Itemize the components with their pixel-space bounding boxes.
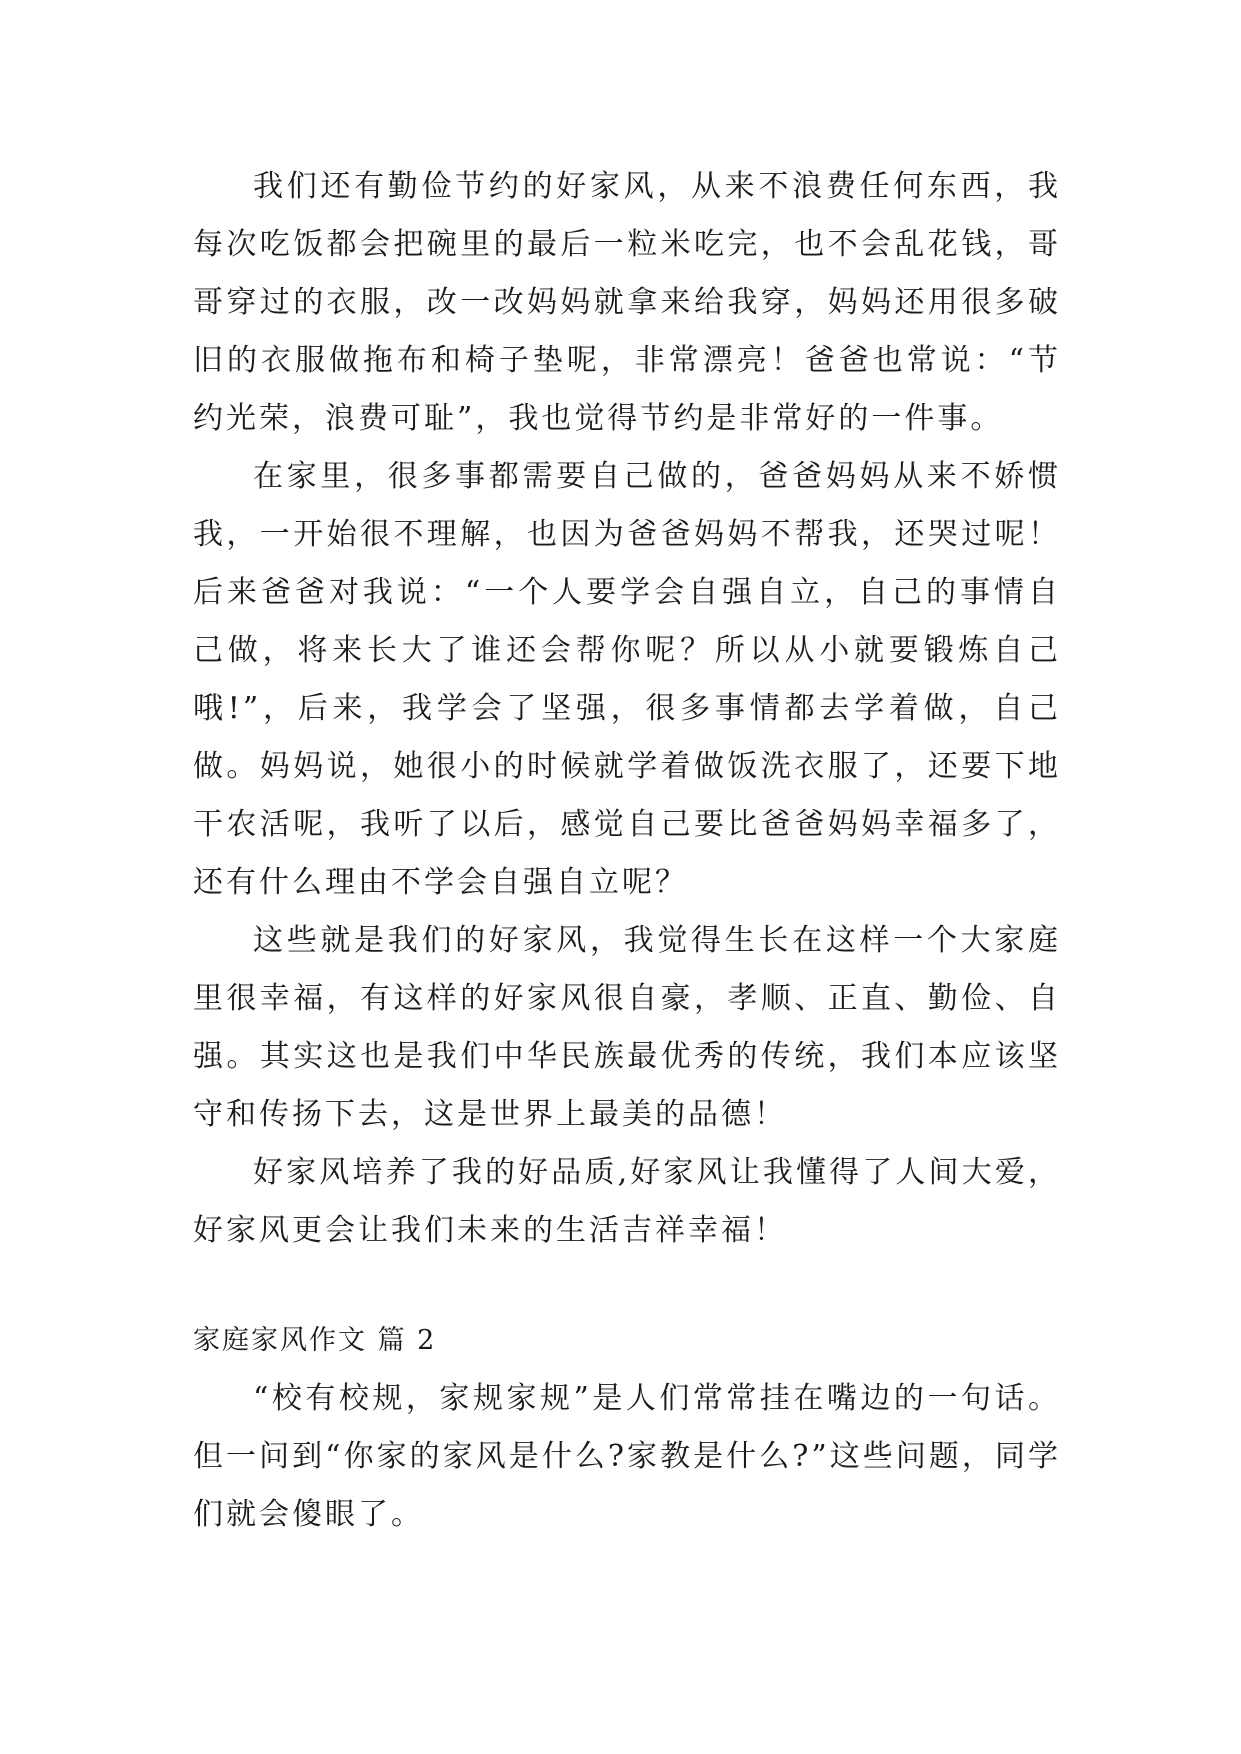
paragraph-school-rules: “校有校规，家规家规”是人们常常挂在嘴边的一句话。但一问到“你家的家风是什么?家教是什么?”这些问题，同学们就会傻眼了。: [193, 1381, 1061, 1532]
paragraph-thrift: 我们还有勤俭节约的好家风，从来不浪费任何东西，我每次吃饭都会把碗里的最后一粒米吃完，也不会乱花钱，哥哥穿过的衣服，改一改妈妈就拿来给我穿，妈妈还用很多破旧的衣服做拖布和椅子垫呢，非常漂亮！爸爸也常说：“节约光荣，浪费可耻”，我也觉得节约是非常好的一件事。: [193, 169, 1061, 436]
paragraph-self-reliance: 在家里，很多事都需要自己做的，爸爸妈妈从来不娇惯我，一开始很不理解，也因为爸爸妈妈不帮我，还哭过呢！后来爸爸对我说：“一个人要学会自强自立，自己的事情自己做，将来长大了谁还会帮你呢？所以从小就要锻炼自己哦!”，后来，我学会了坚强，很多事情都去学着做，自己做。妈妈说，她很小的时候就学着做饭洗衣服了，还要下地干农活呢，我听了以后，感觉自己要比爸爸妈妈幸福多了，还有什么理由不学会自强自立呢？: [193, 459, 1061, 900]
section-title: 家庭家风作文 篇 2: [193, 1325, 437, 1356]
paragraph-family-values: 这些就是我们的好家风，我觉得生长在这样一个大家庭里很幸福，有这样的好家风很自豪，孝顺、正直、勤俭、自强。其实这也是我们中华民族最优秀的传统，我们本应该坚守和传扬下去，这是世界上最美的品德！: [193, 923, 1061, 1132]
document-page: [193, 158, 1061, 1544]
paragraph-conclusion: 好家风培养了我的好品质,好家风让我懂得了人间大爱，好家风更会让我们未来的生活吉祥幸福！: [193, 1155, 1061, 1248]
